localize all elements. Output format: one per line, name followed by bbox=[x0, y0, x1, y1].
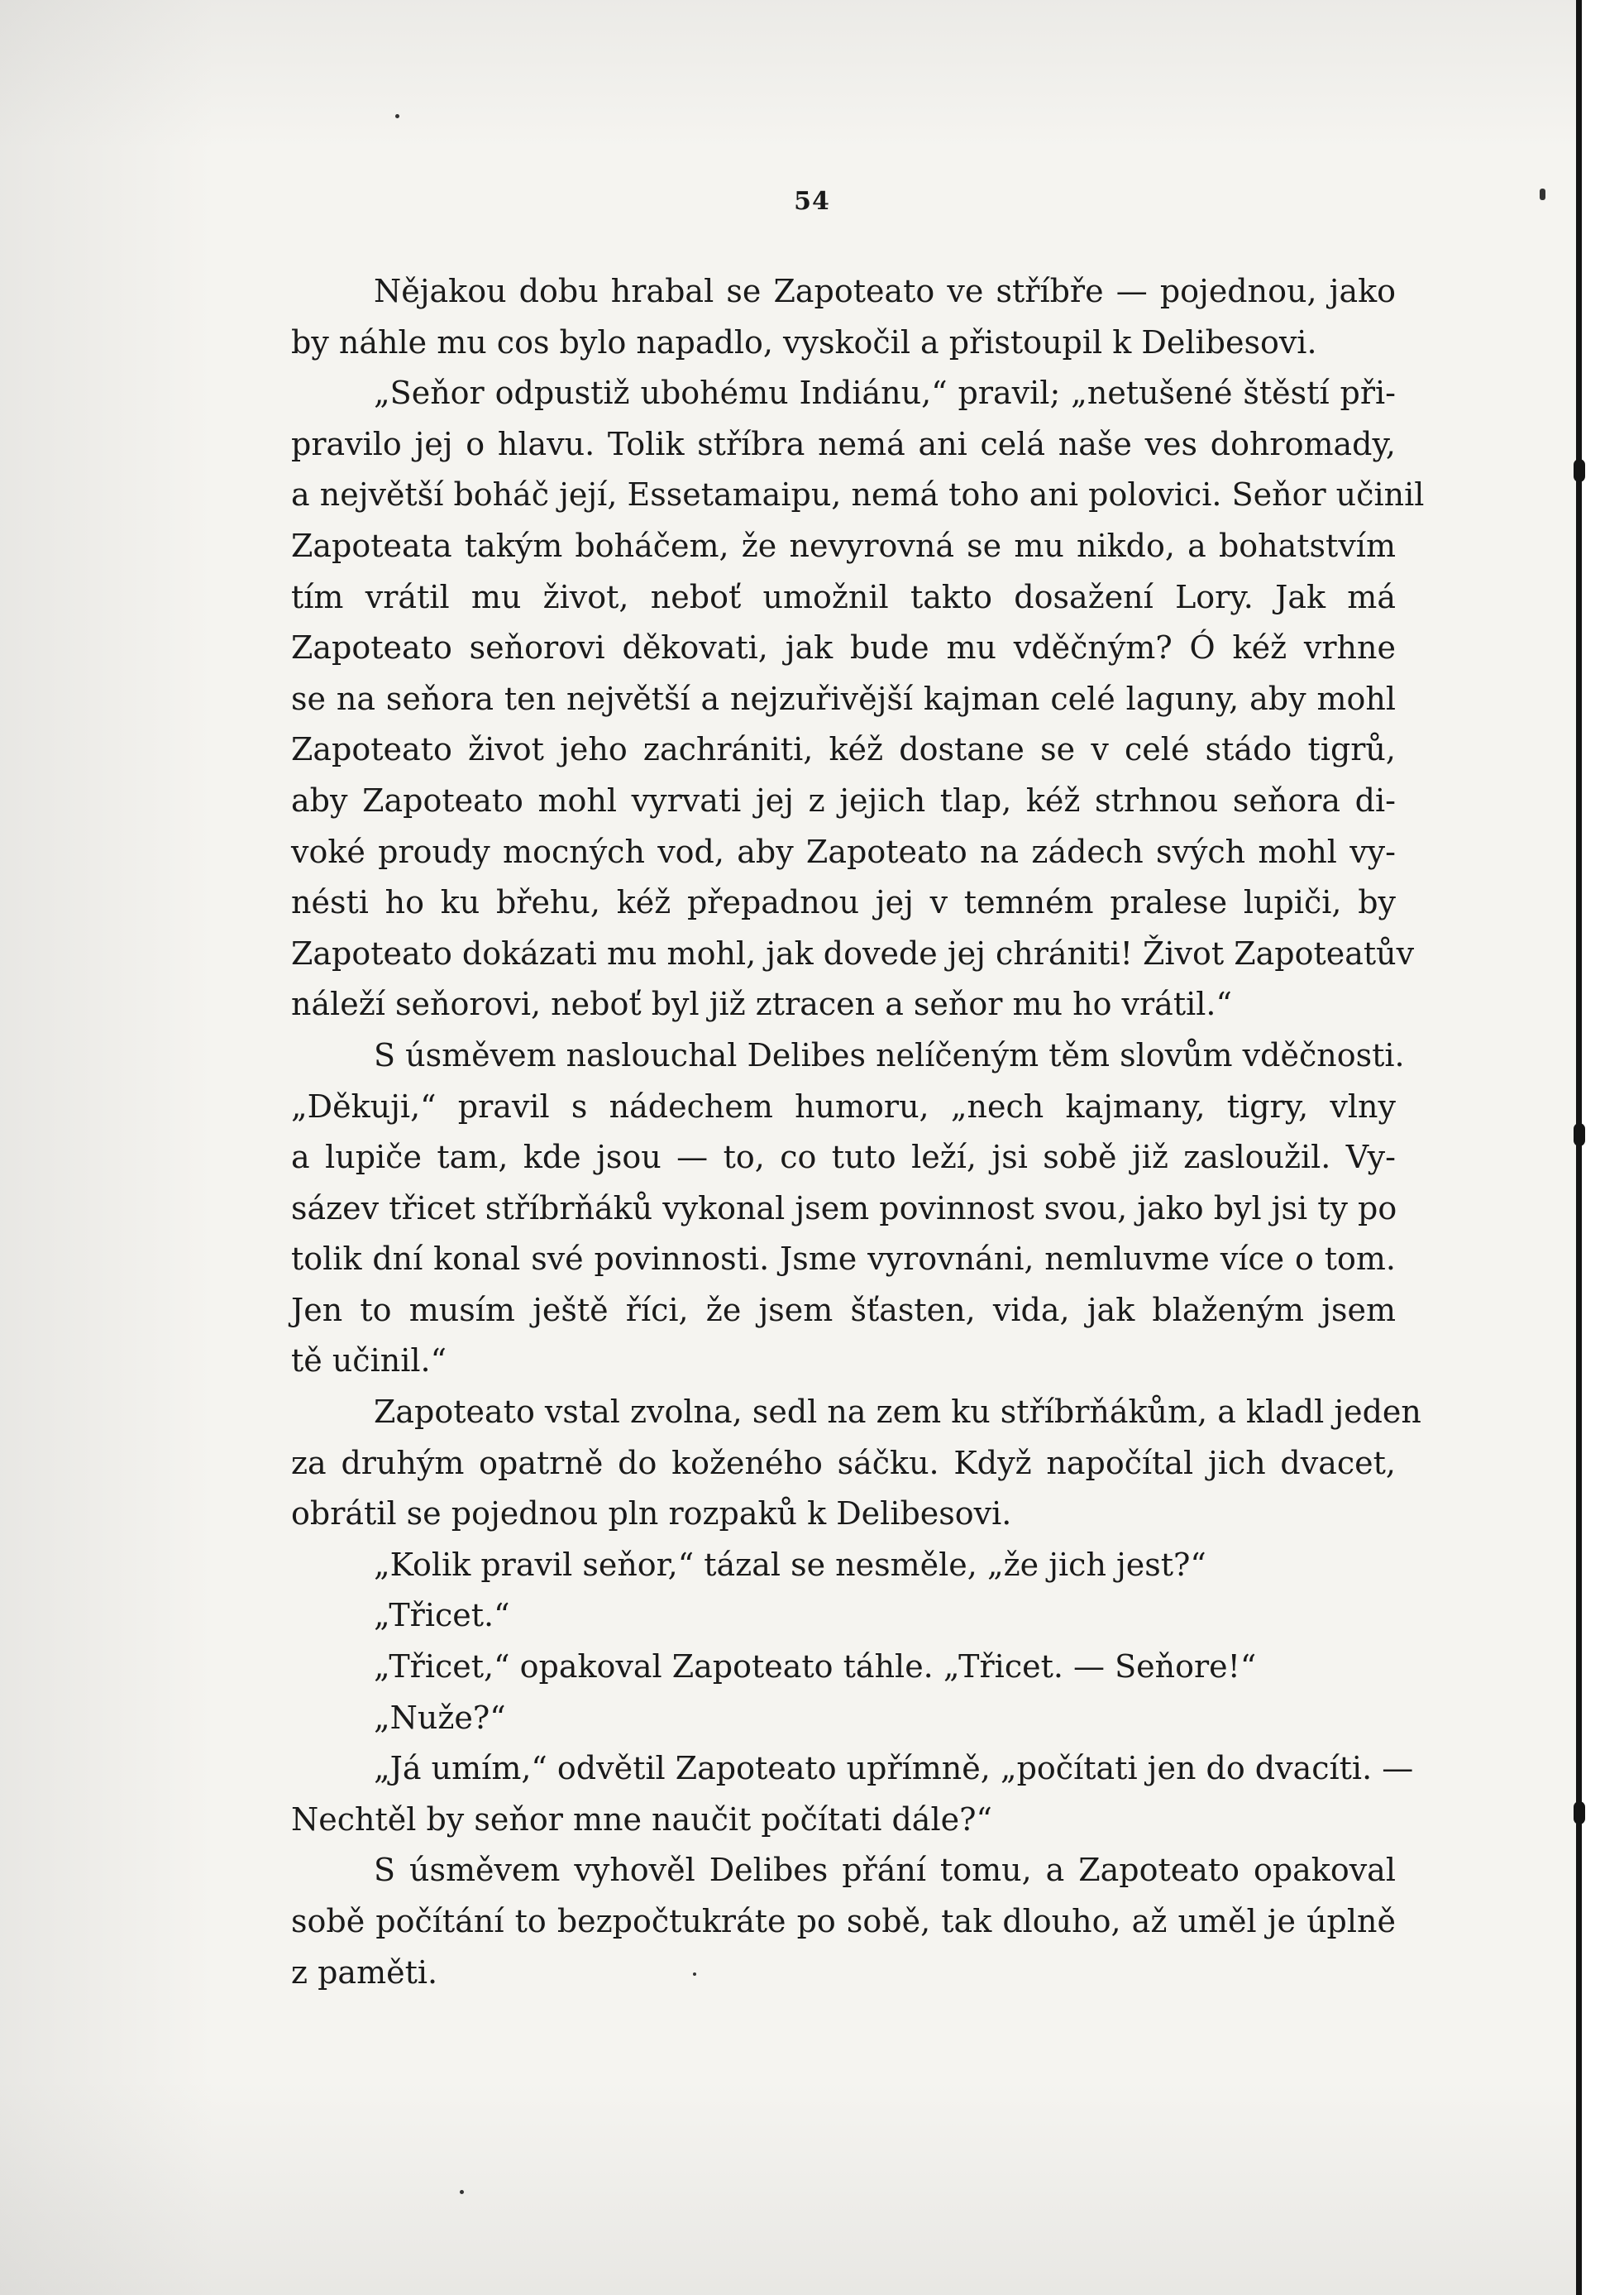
text-line: se na seňora ten největší a nejzuřivější kajman celé laguny, aby mohl bbox=[291, 680, 1396, 717]
text-line: Zapoteato vstal zvolna, sedl na zem ku stříbrňákům, a kladl jeden bbox=[374, 1394, 1421, 1431]
text-line: a největší boháč její, Essetamaipu, nemá toho ani polovici. Seňor učinil bbox=[291, 476, 1425, 514]
text-line: „Třicet,“ opakoval Zapoteato táhle. „Třicet. — Seňore!“ bbox=[374, 1648, 1257, 1685]
page-edge-mark bbox=[1574, 1123, 1585, 1146]
text-line: S úsměvem naslouchal Delibes nelíčeným těm slovům vděčnosti. bbox=[374, 1036, 1405, 1073]
text-line: sázev třicet stříbrňáků vykonal jsem povinnost svou, jako byl jsi ty po bbox=[291, 1189, 1397, 1226]
text-line: náleží seňorovi, neboť byl již ztracen a seňor mu ho vrátil.“ bbox=[291, 986, 1232, 1023]
text-line: „Já umím,“ odvětil Zapoteato upřímně, „počítati jen do dvacíti. — bbox=[374, 1750, 1414, 1787]
page-edge-mark bbox=[1574, 459, 1585, 482]
text-line: obrátil se pojednou pln rozpaků k Delibesovi. bbox=[291, 1495, 1012, 1532]
text-line: by náhle mu cos bylo napadlo, vyskočil a přistoupil k Delibesovi. bbox=[291, 323, 1317, 361]
text-line: S úsměvem vyhověl Delibes přání tomu, a Zapoteato opakoval bbox=[374, 1852, 1396, 1889]
page-edge-mark bbox=[1574, 1801, 1585, 1824]
page-margin-right bbox=[1582, 0, 1624, 2295]
text-line: Nechtěl by seňor mne naučit počítati dále?“ bbox=[291, 1800, 992, 1838]
text-line: tím vrátil mu život, neboť umožnil takto dosažení Lory. Jak má bbox=[291, 578, 1396, 615]
text-line: „Nuže?“ bbox=[374, 1699, 506, 1736]
text-line: tolik dní konal své povinnosti. Jsme vyrovnáni, nemluvme více o tom. bbox=[291, 1241, 1396, 1278]
text-line: pravilo jej o hlavu. Tolik stříbra nemá ani celá naše ves dohromady, bbox=[291, 425, 1396, 462]
text-line: za druhým opatrně do koženého sáčku. Když napočítal jich dvacet, bbox=[291, 1444, 1396, 1481]
text-line: „Seňor odpustiž ubohému Indiánu,“ pravil; „netušené štěstí při- bbox=[374, 375, 1396, 412]
text-line: a lupiče tam, kde jsou — to, co tuto leží, jsi sobě již zasloužil. Vy- bbox=[291, 1139, 1396, 1176]
text-line: „Třicet.“ bbox=[374, 1597, 510, 1634]
text-line: Jen to musím ještě říci, že jsem šťasten, vida, jak blaženým jsem bbox=[291, 1291, 1396, 1328]
text-line: Zapoteato seňorovi děkovati, jak bude mu vděčným? Ó kéž vrhne bbox=[291, 629, 1396, 667]
body-text bbox=[291, 266, 1425, 1998]
text-line: Zapoteato život jeho zachrániti, kéž dostane se v celé stádo tigrů, bbox=[291, 731, 1396, 768]
text-line: „Kolik pravil seňor,“ tázal se nesměle, „že jich jest?“ bbox=[374, 1546, 1206, 1583]
scan-shadow-left bbox=[0, 0, 215, 2295]
text-line: voké proudy mocných vod, aby Zapoteato na zádech svých mohl vy- bbox=[291, 833, 1396, 870]
text-line: „Děkuji,“ pravil s nádechem humoru, „nech kajmany, tigry, vlny bbox=[291, 1088, 1396, 1125]
scan-shadow-bottom bbox=[0, 2080, 1624, 2295]
text-line: Zapoteato dokázati mu mohl, jak dovede jej chrániti! Život Zapoteatův bbox=[291, 935, 1415, 972]
text-line: sobě počítání to bezpočtukráte po sobě, tak dlouho, až uměl je úplně bbox=[291, 1903, 1396, 1939]
text-line: aby Zapoteato mohl vyrvati jej z jejich tlap, kéž strhnou seňora di- bbox=[291, 782, 1396, 819]
scan-speck bbox=[395, 114, 399, 118]
text-line: tě učinil.“ bbox=[291, 1342, 447, 1379]
text-line: Zapoteata takým boháčem, že nevyrovná se mu nikdo, a bohatstvím bbox=[291, 527, 1396, 564]
text-line: z paměti. bbox=[291, 1953, 438, 1991]
scan-speck bbox=[460, 2190, 464, 2194]
scan-shadow-top bbox=[0, 0, 1624, 149]
page-edge-line bbox=[1576, 0, 1582, 2295]
text-line: nésti ho ku břehu, kéž přepadnou jej v temném pralese lupiči, by bbox=[291, 884, 1396, 921]
page-number: 54 bbox=[794, 187, 830, 216]
text-line: Nějakou dobu hrabal se Zapoteato ve stříbře — pojednou, jako bbox=[374, 273, 1396, 309]
